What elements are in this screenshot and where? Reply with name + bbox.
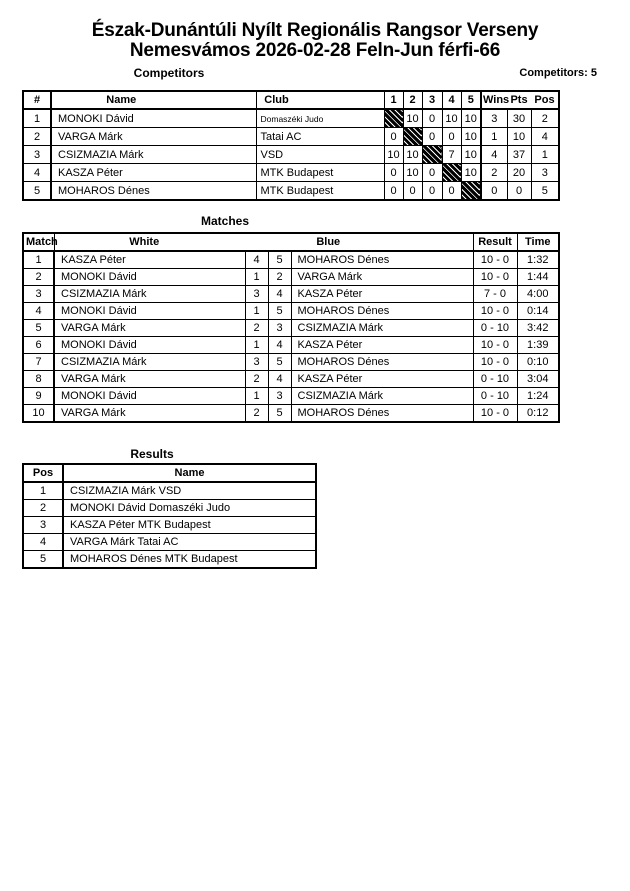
match-white-num-cell: 3: [245, 354, 268, 371]
competitors-count-label: Competitors: 5: [519, 67, 597, 79]
results-table: [22, 463, 317, 569]
competitor-club-cell: MTK Budapest: [256, 164, 384, 182]
match-row: [23, 269, 559, 286]
match-time-cell: 1:32: [517, 251, 559, 269]
competitor-row: [23, 182, 559, 201]
score-cell: [422, 146, 442, 164]
match-row: [23, 286, 559, 303]
match-time-cell: 0:14: [517, 303, 559, 320]
match-blue-num-cell: 5: [268, 354, 291, 371]
match-blue-name-cell: KASZA Péter: [291, 337, 473, 354]
competitors-table: [22, 90, 560, 201]
match-row: [23, 388, 559, 405]
competitor-club-cell: MTK Budapest: [256, 182, 384, 201]
col-header-1: 1: [384, 91, 403, 109]
match-row: [23, 251, 559, 269]
col-header-blue-num: [268, 233, 291, 251]
score-cell: 10: [384, 146, 403, 164]
match-white-num-cell: 2: [245, 371, 268, 388]
competitor-pts-cell: 37: [507, 146, 531, 164]
match-blue-num-cell: 3: [268, 320, 291, 337]
competitor-wins-cell: 2: [481, 164, 507, 182]
col-header-result: Result: [473, 233, 517, 251]
match-white-name-cell: MONOKI Dávid: [54, 388, 245, 405]
col-header-num: #: [23, 91, 51, 109]
match-row: [23, 303, 559, 320]
col-header-4: 4: [442, 91, 461, 109]
competitor-pos-cell: 3: [531, 164, 559, 182]
title-line-1: Észak-Dunántúli Nyílt Regionális Rangsor Verseny: [91, 20, 539, 41]
match-white-name-cell: VARGA Márk: [54, 320, 245, 337]
competitor-name-cell: KASZA Péter: [51, 164, 256, 182]
score-cell: 10: [403, 109, 422, 128]
score-cell: 0: [422, 182, 442, 201]
match-time-cell: 3:04: [517, 371, 559, 388]
match-time-cell: 0:10: [517, 354, 559, 371]
match-row: [23, 320, 559, 337]
match-blue-name-cell: CSIZMAZIA Márk: [291, 388, 473, 405]
match-white-name-cell: VARGA Márk: [54, 405, 245, 423]
result-pos-cell: 1: [23, 482, 63, 500]
competitor-pos-cell: 2: [531, 109, 559, 128]
match-result-cell: 7 - 0: [473, 286, 517, 303]
score-cell: 7: [442, 146, 461, 164]
matches-table: [22, 232, 560, 423]
match-result-cell: 10 - 0: [473, 337, 517, 354]
score-cell: 0: [422, 164, 442, 182]
competitor-row: [23, 128, 559, 146]
match-number-cell: 5: [23, 320, 54, 337]
match-white-name-cell: VARGA Márk: [54, 371, 245, 388]
competitor-number-cell: 3: [23, 146, 51, 164]
col-header-white: White: [54, 233, 245, 251]
col-header-pos: Pos: [23, 464, 63, 482]
match-white-name-cell: CSIZMAZIA Márk: [54, 354, 245, 371]
score-cell: 0: [442, 128, 461, 146]
score-cell: 10: [442, 109, 461, 128]
score-cell: 10: [461, 109, 481, 128]
competitor-club-cell: VSD: [256, 146, 384, 164]
match-blue-name-cell: MOHAROS Dénes: [291, 303, 473, 320]
match-blue-name-cell: CSIZMAZIA Márk: [291, 320, 473, 337]
competitor-wins-cell: 0: [481, 182, 507, 201]
matches-header-row: [23, 233, 559, 251]
match-white-num-cell: 1: [245, 388, 268, 405]
result-row: [23, 517, 316, 534]
score-cell: [403, 128, 422, 146]
competitor-wins-cell: 1: [481, 128, 507, 146]
competitor-name-cell: MONOKI Dávid: [51, 109, 256, 128]
competitor-pts-cell: 10: [507, 128, 531, 146]
col-header-wins: Wins: [481, 91, 507, 109]
score-cell: 10: [403, 164, 422, 182]
match-time-cell: 1:39: [517, 337, 559, 354]
score-cell: 0: [422, 109, 442, 128]
match-result-cell: 10 - 0: [473, 354, 517, 371]
score-cell: 0: [442, 182, 461, 201]
match-white-name-cell: MONOKI Dávid: [54, 269, 245, 286]
col-header-time: Time: [517, 233, 559, 251]
match-time-cell: 0:12: [517, 405, 559, 423]
match-row: [23, 354, 559, 371]
competitor-pts-cell: 30: [507, 109, 531, 128]
competitor-pos-cell: 5: [531, 182, 559, 201]
result-row: [23, 551, 316, 569]
score-cell: [442, 164, 461, 182]
match-time-cell: 4:00: [517, 286, 559, 303]
result-pos-cell: 3: [23, 517, 63, 534]
score-cell: [384, 109, 403, 128]
col-header-club: Club: [256, 91, 384, 109]
match-blue-num-cell: 4: [268, 371, 291, 388]
match-number-cell: 7: [23, 354, 54, 371]
match-blue-name-cell: VARGA Márk: [291, 269, 473, 286]
score-cell: 0: [384, 128, 403, 146]
score-cell: 0: [384, 182, 403, 201]
match-blue-name-cell: MOHAROS Dénes: [291, 405, 473, 423]
result-name-cell: KASZA Péter MTK Budapest: [63, 517, 316, 534]
result-pos-cell: 2: [23, 500, 63, 517]
result-row: [23, 500, 316, 517]
competitor-wins-cell: 4: [481, 146, 507, 164]
competitor-club-cell: Domaszéki Judo: [256, 109, 384, 128]
match-blue-name-cell: MOHAROS Dénes: [291, 354, 473, 371]
match-row: [23, 371, 559, 388]
score-cell: 0: [403, 182, 422, 201]
matches-heading: Matches: [200, 214, 250, 228]
page-title: [0, 21, 630, 60]
score-cell: 0: [384, 164, 403, 182]
match-number-cell: 8: [23, 371, 54, 388]
competitor-number-cell: 2: [23, 128, 51, 146]
competitor-row: [23, 164, 559, 182]
match-number-cell: 6: [23, 337, 54, 354]
col-header-blue: Blue: [291, 233, 473, 251]
competitor-pts-cell: 0: [507, 182, 531, 201]
match-blue-num-cell: 5: [268, 405, 291, 423]
competitor-number-cell: 1: [23, 109, 51, 128]
match-result-cell: 10 - 0: [473, 251, 517, 269]
match-blue-num-cell: 5: [268, 303, 291, 320]
col-header-match: Match: [23, 233, 54, 251]
match-white-name-cell: CSIZMAZIA Márk: [54, 286, 245, 303]
results-heading: Results: [130, 447, 174, 461]
competitor-pts-cell: 20: [507, 164, 531, 182]
match-blue-num-cell: 5: [268, 251, 291, 269]
match-result-cell: 0 - 10: [473, 371, 517, 388]
match-white-name-cell: MONOKI Dávid: [54, 337, 245, 354]
competitor-row: [23, 109, 559, 128]
match-white-num-cell: 1: [245, 337, 268, 354]
match-blue-name-cell: KASZA Péter: [291, 286, 473, 303]
match-time-cell: 1:44: [517, 269, 559, 286]
score-cell: 0: [422, 128, 442, 146]
col-header-3: 3: [422, 91, 442, 109]
match-white-name-cell: KASZA Péter: [54, 251, 245, 269]
col-header-pts: Pts: [507, 91, 531, 109]
match-white-num-cell: 2: [245, 405, 268, 423]
match-number-cell: 1: [23, 251, 54, 269]
match-result-cell: 10 - 0: [473, 269, 517, 286]
col-header-5: 5: [461, 91, 481, 109]
col-header-name: Name: [51, 91, 256, 109]
match-result-cell: 10 - 0: [473, 303, 517, 320]
match-blue-num-cell: 3: [268, 388, 291, 405]
match-blue-num-cell: 4: [268, 286, 291, 303]
match-blue-num-cell: 4: [268, 337, 291, 354]
competitor-wins-cell: 3: [481, 109, 507, 128]
match-white-num-cell: 1: [245, 269, 268, 286]
competitor-pos-cell: 1: [531, 146, 559, 164]
title-line-2: Nemesvámos 2026-02-28 Feln-Jun férfi-66: [129, 39, 501, 61]
result-name-cell: MONOKI Dávid Domaszéki Judo: [63, 500, 316, 517]
result-pos-cell: 4: [23, 534, 63, 551]
competitors-header-row: [23, 91, 559, 109]
match-time-cell: 1:24: [517, 388, 559, 405]
match-number-cell: 4: [23, 303, 54, 320]
match-white-num-cell: 1: [245, 303, 268, 320]
match-row: [23, 337, 559, 354]
score-cell: [461, 182, 481, 201]
competitor-name-cell: VARGA Márk: [51, 128, 256, 146]
match-white-name-cell: MONOKI Dávid: [54, 303, 245, 320]
competitor-name-cell: CSIZMAZIA Márk: [51, 146, 256, 164]
result-name-cell: VARGA Márk Tatai AC: [63, 534, 316, 551]
match-row: [23, 405, 559, 423]
results-header-row: [23, 464, 316, 482]
match-number-cell: 10: [23, 405, 54, 423]
match-result-cell: 10 - 0: [473, 405, 517, 423]
score-cell: 10: [461, 128, 481, 146]
competitor-pos-cell: 4: [531, 128, 559, 146]
match-white-num-cell: 3: [245, 286, 268, 303]
col-header-name: Name: [63, 464, 316, 482]
competitor-number-cell: 5: [23, 182, 51, 201]
col-header-pos: Pos: [531, 91, 559, 109]
result-name-cell: MOHAROS Dénes MTK Budapest: [63, 551, 316, 569]
match-number-cell: 9: [23, 388, 54, 405]
match-blue-name-cell: MOHAROS Dénes: [291, 251, 473, 269]
col-header-white-num: [245, 233, 268, 251]
competitor-number-cell: 4: [23, 164, 51, 182]
competitor-club-cell: Tatai AC: [256, 128, 384, 146]
result-row: [23, 534, 316, 551]
match-time-cell: 3:42: [517, 320, 559, 337]
match-result-cell: 0 - 10: [473, 388, 517, 405]
competitor-row: [23, 146, 559, 164]
match-number-cell: 3: [23, 286, 54, 303]
match-number-cell: 2: [23, 269, 54, 286]
score-cell: 10: [403, 146, 422, 164]
match-white-num-cell: 4: [245, 251, 268, 269]
competitor-name-cell: MOHAROS Dénes: [51, 182, 256, 201]
score-cell: 10: [461, 146, 481, 164]
result-pos-cell: 5: [23, 551, 63, 569]
score-cell: 10: [461, 164, 481, 182]
match-white-num-cell: 2: [245, 320, 268, 337]
match-blue-name-cell: KASZA Péter: [291, 371, 473, 388]
col-header-2: 2: [403, 91, 422, 109]
result-row: [23, 482, 316, 500]
result-name-cell: CSIZMAZIA Márk VSD: [63, 482, 316, 500]
match-result-cell: 0 - 10: [473, 320, 517, 337]
match-blue-num-cell: 2: [268, 269, 291, 286]
competitors-heading: Competitors: [133, 66, 205, 80]
